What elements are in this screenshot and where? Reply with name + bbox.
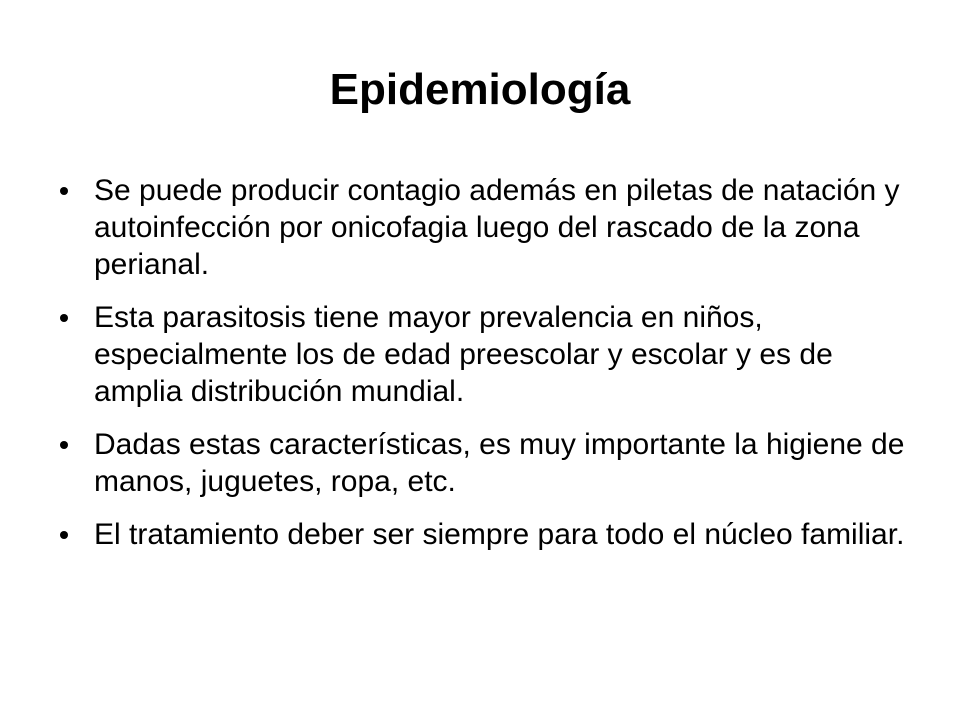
bullet-text: Dadas estas características, es muy importante la higiene de manos, juguetes, ropa, etc.	[94, 428, 905, 498]
bullet-text: Se puede producir contagio además en piletas de natación y autoinfección por onicofagia luego del rascado de la zona perianal.	[94, 174, 900, 281]
bullet-dot-icon	[60, 441, 68, 449]
bullet-text: Esta parasitosis tiene mayor prevalencia en niños, especialmente los de edad preescolar y escolar y es de amplia distribución mundial.	[94, 301, 833, 408]
bullet-text: El tratamiento deber ser siempre para todo el núcleo familiar.	[94, 518, 905, 551]
slide-title: Epidemiología	[329, 65, 631, 114]
bullet-item	[58, 299, 908, 410]
bullet-dot-icon	[60, 531, 68, 539]
bullet-item	[58, 516, 908, 553]
bullet-item	[58, 426, 908, 500]
bullet-dot-icon	[60, 187, 68, 195]
bullet-list	[58, 172, 908, 569]
bullet-item	[58, 172, 908, 283]
bullet-dot-icon	[60, 314, 68, 322]
